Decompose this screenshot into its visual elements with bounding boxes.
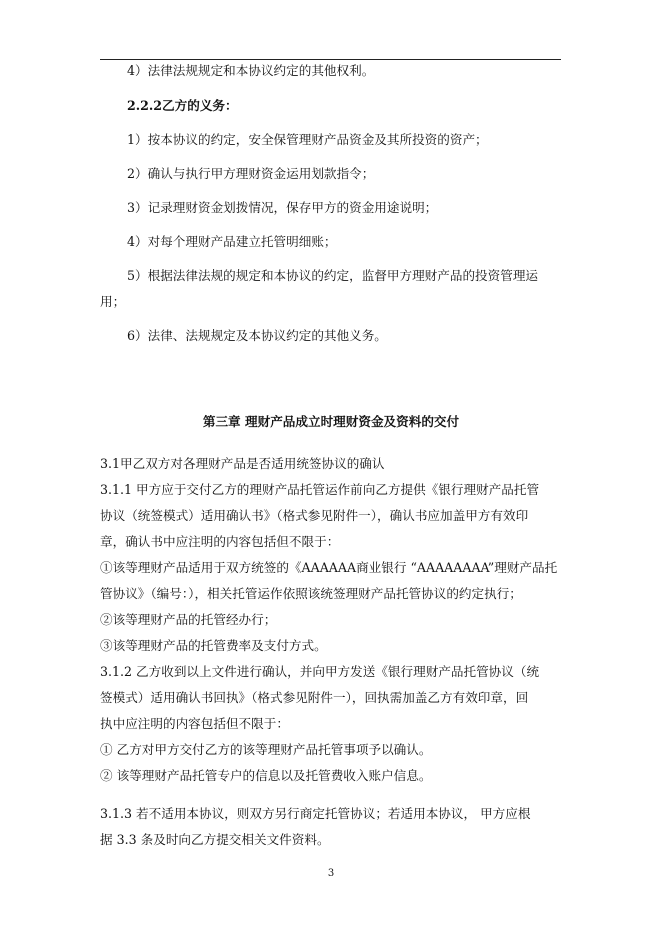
obligation-item-4: 4）对每个理财产品建立托管明细账； — [127, 234, 337, 249]
clause-3-1-2-item-2: ② 该等理财产品托管专户的信息以及托管费收入账户信息。 — [100, 768, 432, 783]
clause-3-1-2-item-1: ① 乙方对甲方交付乙方的该等理财产品托管事项予以确认。 — [100, 742, 432, 757]
clause-3-1-1-item-2: ②该等理财产品的托管经办行； — [100, 612, 277, 627]
clause-3-1-1-item-3: ③该等理财产品的托管费率及支付方式。 — [100, 638, 327, 653]
obligation-item-5-line-2: 用； — [100, 294, 126, 309]
obligation-item-2: 2）确认与执行甲方理财资金运用划款指令； — [127, 166, 375, 181]
clause-3-1-3-line-1: 3.1.3 若不适用本协议，则双方另行商定托管协议；若适用本协议， 甲方应根 — [100, 806, 531, 821]
obligation-item-6: 6）法律、法规规定及本协议约定的其他义务。 — [127, 328, 387, 343]
obligation-item-3: 3）记录理财资金划拨情况，保存甲方的资金用途说明； — [127, 200, 438, 215]
obligation-item-5-line-1: 5）根据法律法规的规定和本协议的约定，监督甲方理财产品的投资管理运 — [127, 268, 539, 283]
clause-3-1-title: 3.1甲乙双方对各理财产品是否适用统签协议的确认 — [100, 456, 385, 471]
clause-3-1-1-item-1-line-1: ①该等理财产品适用于双方统签的《AAAAAA商业银行 “AAAAAAAA”理财产品托 — [100, 560, 558, 575]
chapter-title: 第三章 理财产品成立时理财资金及资料的交付 — [202, 414, 460, 429]
section-heading-2-2-2: 2.2.2乙方的义务： — [127, 98, 238, 113]
clause-3-1-2-line-3: 执中应注明的内容包括但不限于： — [100, 716, 289, 731]
clause-3-1-1-item-1-line-2: 管协议》（编号：），相关托管运作依照该统签理财产品托管协议的约定执行； — [100, 586, 522, 601]
clause-3-1-1-line-1: 3.1.1 甲方应于交付乙方的理财产品托管运作前向乙方提供《银行理财产品托管 — [100, 482, 540, 497]
page-number: 3 — [327, 868, 335, 879]
clause-3-1-1-line-2: 协议（统签模式）适用确认书》（格式参见附件一），确认书应加盖甲方有效印 — [100, 508, 529, 523]
right-item-4: 4）法律法规规定和本协议约定的其他权利。 — [127, 63, 375, 78]
clause-3-1-2-line-1: 3.1.2 乙方收到以上文件进行确认，并向甲方发送《银行理财产品托管协议（统 — [100, 664, 540, 679]
clause-3-1-3-line-2: 据 3.3 条及时向乙方提交相关文件资料。 — [100, 832, 330, 847]
header-divider — [100, 59, 561, 60]
clause-3-1-2-line-2: 签模式）适用确认书回执》（格式参见附件一），回执需加盖乙方有效印章，回 — [100, 690, 529, 705]
obligation-item-1: 1）按本协议的约定，安全保管理财产品资金及其所投资的资产； — [127, 132, 488, 147]
clause-3-1-1-line-3: 章，确认书中应注明的内容包括但不限于： — [100, 534, 340, 549]
